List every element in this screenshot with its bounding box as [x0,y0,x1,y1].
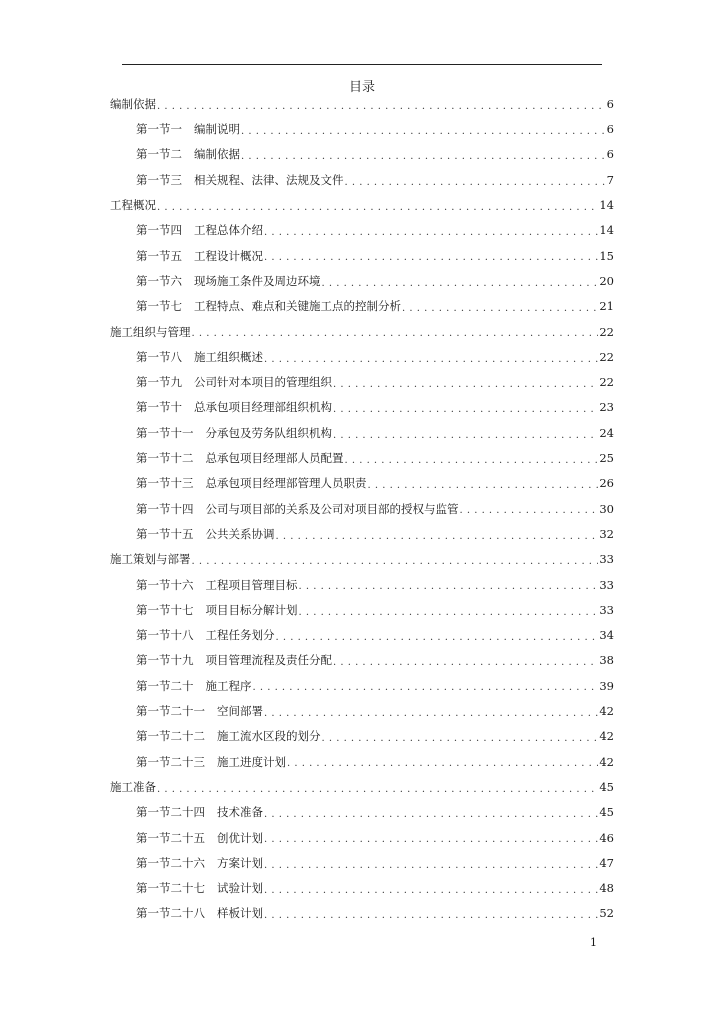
toc-entry-page: 22 [599,349,614,364]
toc-entry-label: 施工组织与管理 [110,324,191,339]
toc-entry-label: 技术准备 [217,805,263,820]
toc-entry-number: 第一节十 [136,400,182,415]
toc-entry-page: 15 [599,248,614,263]
toc-dot-leader [264,807,598,819]
toc-dot-leader [460,503,599,515]
toc-entry-page: 20 [599,273,614,288]
toc-entry-label: 编制依据 [194,147,240,162]
toc-entry-label: 公共关系协调 [205,526,275,541]
toc-dot-leader [402,301,598,313]
toc-entry-page: 7 [606,172,614,187]
toc-entry-number: 第一节二十五 [136,830,205,845]
toc-section-entry[interactable] [0,497,724,522]
toc-entry-page: 42 [599,754,614,769]
header-rule [122,64,602,65]
toc-entry-number: 第一节二十八 [136,906,205,921]
toc-chapter-entry[interactable] [0,320,724,345]
toc-entry-label: 施工准备 [110,779,156,794]
toc-entry-page: 22 [599,375,614,390]
page-number: 1 [590,936,597,949]
toc-section-entry[interactable] [0,826,724,851]
toc-entry-number: 第一节十二 [136,451,194,466]
toc-section-entry[interactable] [0,117,724,142]
toc-dot-leader [299,579,599,591]
toc-entry-page: 23 [599,400,614,415]
toc-entry-label: 总承包项目经理部人员配置 [205,451,344,466]
toc-entry-label: 方案计划 [217,855,263,870]
toc-entry-label: 创优计划 [217,830,263,845]
toc-section-entry[interactable] [0,724,724,749]
toc-section-entry[interactable] [0,674,724,699]
toc-dot-leader [264,832,598,844]
toc-entry-number: 第一节十七 [136,602,194,617]
toc-entry-label: 工程项目管理目标 [205,577,298,592]
toc-entry-page: 14 [599,198,614,213]
toc-entry-label: 分承包及劳务队组织机构 [205,425,332,440]
toc-entry-label: 施工程序 [205,678,252,693]
toc-section-entry[interactable] [0,471,724,496]
toc-section-entry[interactable] [0,800,724,825]
toc-section-entry[interactable] [0,446,724,471]
toc-entry-number: 第一节十九 [136,653,194,668]
toc-dot-leader [241,149,606,161]
toc-dot-leader [345,453,599,465]
toc-entry-page: 33 [599,602,614,617]
toc-section-entry[interactable] [0,143,724,168]
toc-section-entry[interactable] [0,396,724,421]
toc-entry-label: 编制依据 [110,96,156,111]
toc-dot-leader [276,529,599,541]
toc-section-entry[interactable] [0,168,724,193]
toc-entry-label: 工程总体介绍 [194,223,263,238]
toc-dot-leader [333,377,598,389]
toc-entry-number: 第一节一 [136,122,182,137]
toc-dot-leader [322,276,599,288]
toc-entry-page: 22 [599,324,614,339]
toc-entry-label: 编制说明 [194,122,240,137]
toc-dot-leader [276,630,599,642]
toc-entry-label: 工程设计概况 [194,248,263,263]
toc-dot-leader [287,756,598,768]
toc-entry-page: 52 [599,906,614,921]
toc-chapter-entry[interactable] [0,547,724,572]
toc-dot-leader [192,554,599,566]
toc-section-entry[interactable] [0,522,724,547]
toc-dot-leader [333,428,598,440]
toc-entry-number: 第一节五 [136,248,182,263]
toc-entry-page: 45 [599,779,614,794]
toc-entry-page: 48 [599,881,614,896]
toc-entry-number: 第一节二 [136,147,182,162]
toc-dot-leader [253,680,599,692]
toc-dot-leader [368,478,599,490]
toc-entry-number: 第一节九 [136,375,182,390]
toc-dot-leader [157,200,598,212]
toc-entry-page: 32 [599,526,614,541]
toc-entry-label: 现场施工条件及周边环境 [194,273,321,288]
toc-section-entry[interactable] [0,573,724,598]
toc-entry-number: 第一节十八 [136,628,194,643]
toc-entry-page: 34 [599,628,614,643]
toc-entry-label: 相关规程、法律、法规及文件 [194,172,344,187]
toc-chapter-entry[interactable] [0,92,724,117]
toc-entry-label: 项目管理流程及责任分配 [205,653,332,668]
toc-entry-number: 第一节二十三 [136,754,205,769]
toc-entry-page: 6 [606,96,614,111]
toc-entry-label: 工程特点、难点和关键施工点的控制分析 [194,299,401,314]
toc-section-entry[interactable] [0,269,724,294]
toc-dot-leader [264,250,598,262]
toc-entry-label: 空间部署 [217,704,263,719]
toc-entry-number: 第一节七 [136,299,182,314]
toc-entry-number: 第一节二十 [136,678,194,693]
toc-entry-page: 33 [599,552,614,567]
toc-section-entry[interactable] [0,370,724,395]
toc-section-entry[interactable] [0,649,724,674]
toc-dot-leader [264,352,598,364]
toc-section-entry[interactable] [0,750,724,775]
toc-section-entry[interactable] [0,244,724,269]
toc-dot-leader [157,99,606,111]
toc-entry-page: 47 [599,855,614,870]
toc-section-entry[interactable] [0,623,724,648]
toc-section-entry[interactable] [0,598,724,623]
toc-entry-number: 第一节二十四 [136,805,205,820]
toc-entry-number: 第一节八 [136,349,182,364]
toc-entry-label: 项目目标分解计划 [205,602,298,617]
toc-entry-page: 26 [599,476,614,491]
toc-entry-label: 公司针对本项目的管理组织 [194,375,332,390]
toc-entry-page: 42 [599,729,614,744]
toc-entry-number: 第一节四 [136,223,182,238]
toc-dot-leader [264,225,598,237]
toc-entry-number: 第一节十六 [136,577,194,592]
toc-section-entry[interactable] [0,421,724,446]
toc-entry-page: 14 [599,223,614,238]
toc-entry-page: 39 [599,678,614,693]
toc-entry-label: 工程概况 [110,198,156,213]
toc-entry-label: 试验计划 [217,881,263,896]
toc-entry-number: 第一节十一 [136,425,194,440]
toc-dot-leader [333,655,598,667]
toc-dot-leader [264,883,598,895]
toc-dot-leader [192,326,599,338]
toc-entry-page: 25 [599,451,614,466]
toc-dot-leader [345,175,606,187]
toc-entry-number: 第一节二十七 [136,881,205,896]
toc-entry-number: 第一节十四 [136,501,194,516]
toc-entry-page: 45 [599,805,614,820]
toc-entry-page: 6 [606,147,614,162]
toc-section-entry[interactable] [0,699,724,724]
toc-entry-number: 第一节二十一 [136,704,205,719]
toc-entry-label: 工程任务划分 [205,628,275,643]
toc-chapter-entry[interactable] [0,193,724,218]
toc-entry-label: 样板计划 [217,906,263,921]
toc-dot-leader [241,124,606,136]
toc-entry-label: 施工流水区段的划分 [217,729,321,744]
toc-entry-number: 第一节六 [136,273,182,288]
toc-entry-page: 24 [599,425,614,440]
toc-section-entry[interactable] [0,876,724,901]
toc-entry-number: 第一节二十二 [136,729,205,744]
toc-entry-number: 第一节十五 [136,526,194,541]
toc-dot-leader [157,782,598,794]
toc-section-entry[interactable] [0,902,724,927]
toc-entry-page: 33 [599,577,614,592]
toc-entry-label: 施工策划与部署 [110,552,191,567]
table-of-contents [0,92,724,927]
toc-dot-leader [264,706,598,718]
page-title: 目录 [348,80,375,95]
toc-entry-page: 38 [599,653,614,668]
toc-entry-number: 第一节二十六 [136,855,205,870]
toc-entry-number: 第一节三 [136,172,182,187]
toc-entry-label: 施工进度计划 [217,754,286,769]
toc-section-entry[interactable] [0,345,724,370]
toc-section-entry[interactable] [0,218,724,243]
toc-dot-leader [322,731,599,743]
toc-section-entry[interactable] [0,851,724,876]
toc-entry-label: 公司与项目部的关系及公司对项目部的授权与监管 [205,501,459,516]
toc-entry-label: 施工组织概述 [194,349,263,364]
toc-entry-page: 6 [606,122,614,137]
toc-dot-leader [299,605,599,617]
toc-dot-leader [264,858,598,870]
toc-entry-label: 总承包项目经理部组织机构 [194,400,332,415]
toc-entry-page: 42 [599,704,614,719]
toc-dot-leader [264,908,598,920]
toc-section-entry[interactable] [0,294,724,319]
toc-entry-page: 30 [599,501,614,516]
toc-entry-number: 第一节十三 [136,476,194,491]
toc-entry-page: 46 [599,830,614,845]
toc-dot-leader [333,402,598,414]
toc-entry-page: 21 [599,299,614,314]
toc-entry-label: 总承包项目经理部管理人员职责 [205,476,367,491]
toc-chapter-entry[interactable] [0,775,724,800]
